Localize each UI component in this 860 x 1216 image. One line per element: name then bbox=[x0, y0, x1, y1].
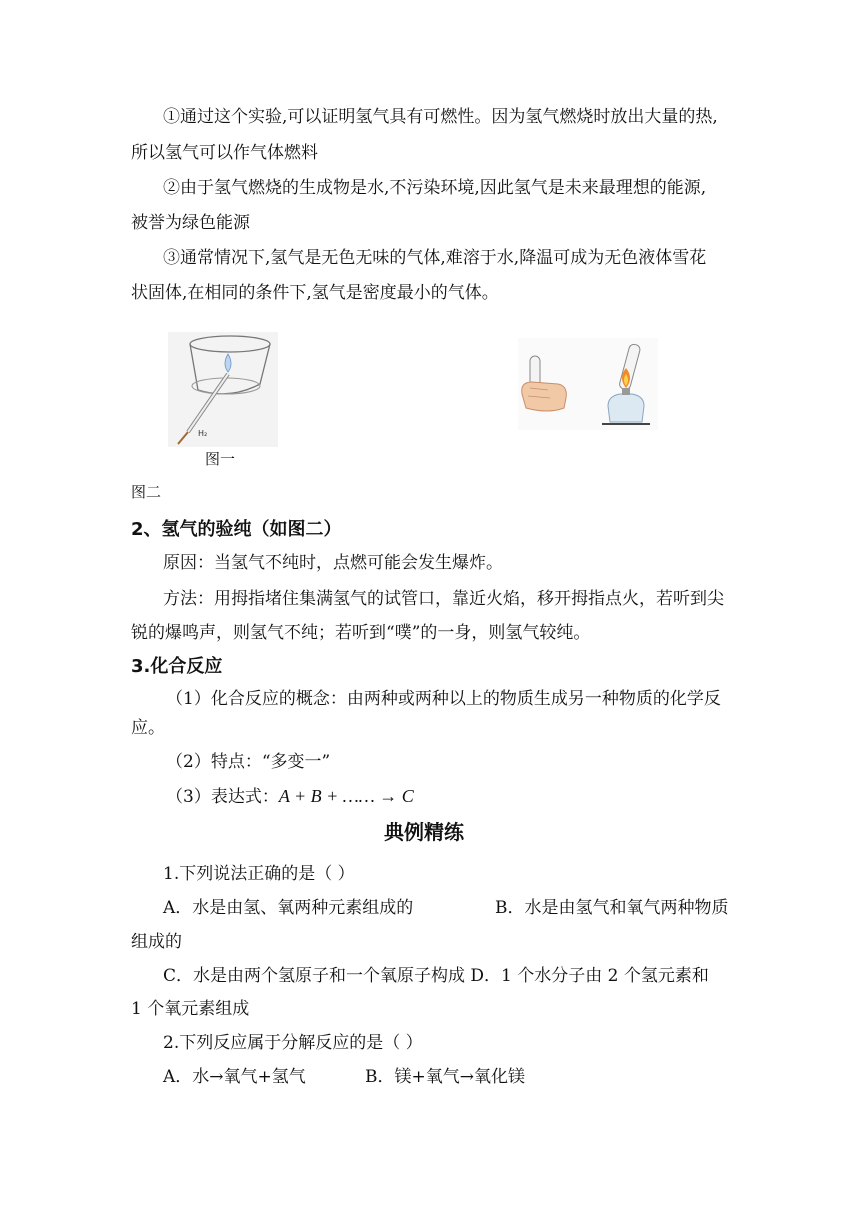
section-2-method-line-2: 锐的爆鸣声，则氢气不纯；若听到“噗”的一身，则氢气较纯。 bbox=[131, 623, 591, 643]
section-3-expression-label: （3）表达式： bbox=[166, 787, 279, 807]
property-1-line-2: 所以氢气可以作气体燃料 bbox=[131, 143, 318, 163]
question-2-option-b: B．镁+氧气→氧化镁 bbox=[365, 1067, 525, 1087]
property-2-line-1: ②由于氢气燃烧的生成物是水,不污染环境,因此氢气是未来最理想的能源, bbox=[163, 178, 707, 198]
question-1-option-b-cont: 组成的 bbox=[131, 932, 182, 952]
section-3-definition-line-2: 应。 bbox=[131, 718, 165, 738]
section-3-expression bbox=[166, 786, 414, 807]
section-3-definition-line-1: （1）化合反应的概念：由两种或两种以上的物质生成另一种物质的化学反 bbox=[166, 689, 721, 709]
section-2-method-line-1: 方法：用拇指堵住集满氢气的试管口，靠近火焰，移开拇指点火，若听到尖 bbox=[163, 589, 724, 609]
examples-title: 典例精练 bbox=[384, 820, 464, 844]
section-3-feature: （2）特点：“多变一” bbox=[166, 752, 331, 772]
question-1-option-b: B．水是由氢气和氧气两种物质 bbox=[495, 898, 729, 918]
property-3-line-1: ③通常情况下,氢气是无色无味的气体,难溶于水,降温可成为无色液体雪花 bbox=[163, 248, 707, 268]
figure-1-h2-label: H₂ bbox=[198, 429, 208, 438]
figure-1-caption: 图一 bbox=[205, 450, 236, 468]
property-3-line-2: 状固体,在相同的条件下,氢气是密度最小的气体。 bbox=[131, 283, 499, 303]
section-2-reason: 原因：当氢气不纯时，点燃可能会发生爆炸。 bbox=[163, 553, 503, 573]
section-3-expression-formula: A + B + …… → C bbox=[278, 786, 414, 806]
question-1: 1.下列说法正确的是（ ） bbox=[163, 864, 355, 884]
question-2: 2.下列反应属于分解反应的是（ ） bbox=[163, 1033, 423, 1053]
figure-2-caption: 图二 bbox=[131, 483, 162, 501]
figure-2-hydrogen-purity-test-illustration bbox=[518, 338, 658, 430]
question-1-option-d-cont: 1 个氧元素组成 bbox=[131, 999, 250, 1019]
section-3-heading: 3.化合反应 bbox=[131, 656, 223, 677]
question-1-option-a: A．水是由氢、氧两种元素组成的 bbox=[163, 898, 414, 918]
question-2-option-a: A．水→氧气+氢气 bbox=[163, 1067, 306, 1087]
property-1-line-1: ①通过这个实验,可以证明氢气具有可燃性。因为氢气燃烧时放出大量的热, bbox=[163, 107, 718, 127]
section-2-heading: 2、氢气的验纯（如图二） bbox=[131, 519, 342, 540]
question-1-option-c-d: C．水是由两个氢原子和一个氧原子构成 D．1 个水分子由 2 个氢元素和 bbox=[163, 966, 709, 986]
figure-1-hydrogen-burning-illustration bbox=[168, 332, 278, 447]
property-2-line-2: 被誉为绿色能源 bbox=[131, 213, 250, 233]
